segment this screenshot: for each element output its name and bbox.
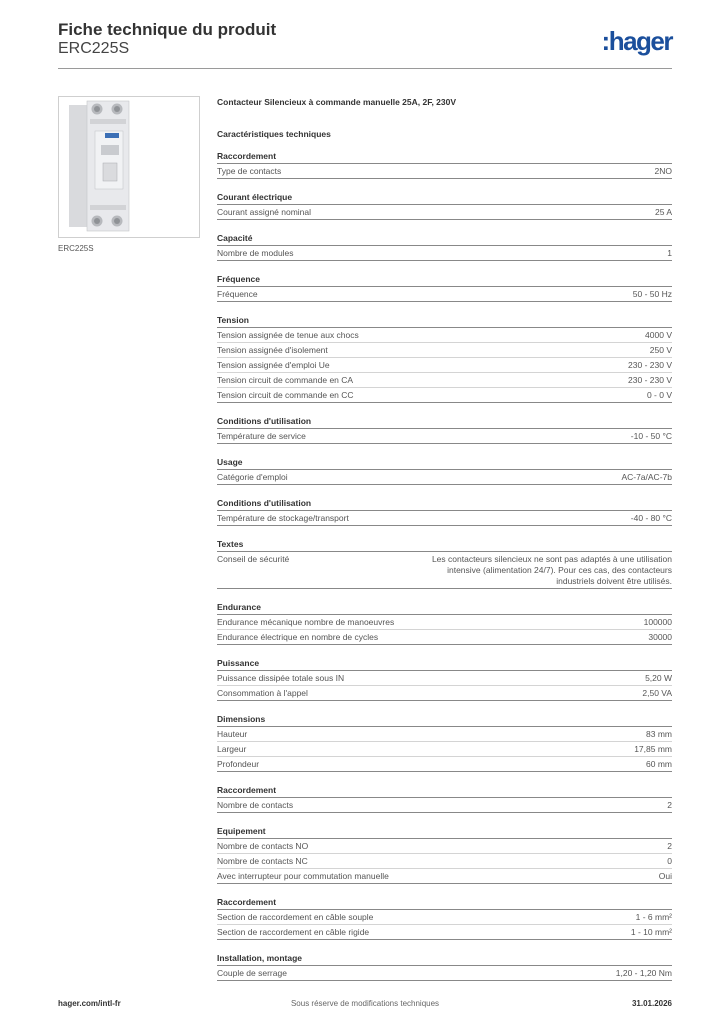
spec-label: Puissance dissipée totale sous IN: [217, 673, 345, 683]
spec-group: [217, 784, 672, 813]
spec-value: 1: [667, 248, 672, 258]
spec-group-title: Equipement: [217, 825, 672, 839]
spec-group: [217, 150, 672, 179]
spec-group: [217, 952, 672, 981]
spec-value: 230 - 230 V: [628, 360, 672, 370]
spec-row: [217, 798, 672, 813]
spec-value: 5,20 W: [645, 673, 672, 683]
spec-group: [217, 896, 672, 940]
spec-group-title: Puissance: [217, 657, 672, 671]
spec-value: 60 mm: [646, 759, 672, 769]
spec-row: [217, 287, 672, 302]
spec-row: [217, 343, 672, 358]
terminal-row: [90, 119, 126, 124]
spec-label: Conseil de sécurité: [217, 554, 290, 564]
spec-label: Courant assigné nominal: [217, 207, 312, 217]
product-description: Contacteur Silencieux à commande manuelle 25A, 2F, 230V: [217, 97, 457, 107]
manual-switch: [103, 163, 117, 181]
spec-row: [217, 854, 672, 869]
spec-group: [217, 538, 672, 589]
spec-row: [217, 246, 672, 261]
spec-row: [217, 164, 672, 179]
spec-sheet: [217, 96, 672, 993]
spec-row: [217, 757, 672, 772]
spec-row: [217, 671, 672, 686]
spec-group: [217, 601, 672, 645]
spec-group: [217, 825, 672, 884]
spec-value: 1 - 10 mm²: [630, 927, 672, 937]
spec-group: [217, 497, 672, 526]
spec-row: [217, 205, 672, 220]
spec-row: [217, 552, 672, 589]
spec-label: Tension assignée d'emploi Ue: [217, 360, 330, 370]
spec-row: [217, 615, 672, 630]
spec-group-title: Conditions d'utilisation: [217, 415, 672, 429]
terminal-screw: [94, 106, 100, 112]
switch-lever: [101, 145, 119, 155]
spec-group-title: Fréquence: [217, 273, 672, 287]
spec-group-title: Capacité: [217, 232, 672, 246]
spec-row: [217, 470, 672, 485]
spec-group-title: Textes: [217, 538, 672, 552]
spec-row: [217, 328, 672, 343]
spec-group: [217, 191, 672, 220]
spec-row: [217, 511, 672, 526]
spec-group-title: Endurance: [217, 601, 672, 615]
spec-label: Catégorie d'emploi: [217, 472, 288, 482]
contactor-illustration: [59, 97, 199, 237]
spec-value: 0 - 0 V: [646, 390, 672, 400]
spec-value: 1,20 - 1,20 Nm: [615, 968, 672, 978]
spec-row: [217, 966, 672, 981]
spec-value: -10 - 50 °C: [630, 431, 672, 441]
housing-side: [69, 105, 87, 227]
spec-row: [217, 925, 672, 940]
specs-table: [217, 150, 672, 981]
spec-label: Tension circuit de commande en CC: [217, 390, 354, 400]
spec-label: Nombre de contacts NO: [217, 841, 309, 851]
spec-group-title: Courant électrique: [217, 191, 672, 205]
spec-value: AC-7a/AC-7b: [621, 472, 672, 482]
brand-label: [105, 133, 119, 138]
product-code: ERC225S: [58, 40, 130, 57]
spec-label: Profondeur: [217, 759, 260, 769]
spec-label: Endurance électrique en nombre de cycles: [217, 632, 379, 642]
spec-label: Nombre de contacts NC: [217, 856, 308, 866]
spec-value: 100000: [643, 617, 672, 627]
spec-row: [217, 429, 672, 444]
spec-group: [217, 314, 672, 403]
terminal-screw: [114, 106, 120, 112]
spec-label: Avec interrupteur pour commutation manuelle: [217, 871, 389, 881]
spec-group-title: Raccordement: [217, 896, 672, 910]
spec-value: Les contacteurs silencieux ne sont pas adaptés à une utilisation intensive (alimentation 24/7). Pour ces cas, des contacteurs industriels doivent être utilisés.: [431, 554, 672, 586]
spec-row: [217, 388, 672, 403]
spec-row: [217, 869, 672, 884]
spec-value: 30000: [648, 632, 672, 642]
hager-logo[interactable]: [602, 28, 672, 54]
spec-value: 4000 V: [645, 330, 672, 340]
spec-group-title: Installation, montage: [217, 952, 672, 966]
specs-heading: Caractéristiques techniques: [217, 129, 331, 139]
page-header: [58, 20, 672, 69]
footer-website-link[interactable]: hager.com/intl-fr: [58, 999, 121, 1008]
image-caption: ERC225S: [58, 244, 94, 253]
spec-value: 2: [667, 841, 672, 851]
terminal-row: [90, 205, 126, 210]
spec-label: Endurance mécanique nombre de manoeuvres: [217, 617, 395, 627]
spec-label: Tension assignée d'isolement: [217, 345, 328, 355]
spec-value: 2: [667, 800, 672, 810]
terminal-screw: [114, 218, 120, 224]
spec-group-title: Raccordement: [217, 784, 672, 798]
spec-group-title: Usage: [217, 456, 672, 470]
spec-label: Section de raccordement en câble rigide: [217, 927, 370, 937]
spec-row: [217, 839, 672, 854]
spec-label: Consommation à l'appel: [217, 688, 308, 698]
spec-row: [217, 727, 672, 742]
spec-value: 230 - 230 V: [628, 375, 672, 385]
footer-date: 31.01.2026: [631, 999, 672, 1008]
spec-group: [217, 456, 672, 485]
spec-label: Température de service: [217, 431, 306, 441]
spec-value: 1 - 6 mm²: [635, 912, 672, 922]
spec-group: [217, 415, 672, 444]
spec-value: -40 - 80 °C: [630, 513, 672, 523]
spec-group-title: Raccordement: [217, 150, 672, 164]
product-image: [58, 96, 200, 238]
spec-group-title: Conditions d'utilisation: [217, 497, 672, 511]
spec-group: [217, 713, 672, 772]
spec-row: [217, 910, 672, 925]
spec-row: [217, 373, 672, 388]
spec-label: Nombre de contacts: [217, 800, 294, 810]
page-footer: [58, 999, 672, 1011]
spec-value: 25 A: [654, 207, 672, 217]
spec-value: 50 - 50 Hz: [632, 289, 672, 299]
spec-row: [217, 686, 672, 701]
spec-value: 250 V: [649, 345, 672, 355]
spec-label: Hauteur: [217, 729, 248, 739]
page-title: Fiche technique du produit: [58, 20, 277, 39]
spec-group-title: Tension: [217, 314, 672, 328]
spec-row: [217, 358, 672, 373]
spec-value: 83 mm: [646, 729, 672, 739]
spec-value: 17,85 mm: [634, 744, 672, 754]
spec-group: [217, 232, 672, 261]
spec-group: [217, 273, 672, 302]
spec-label: Tension circuit de commande en CA: [217, 375, 354, 385]
spec-group-title: Dimensions: [217, 713, 672, 727]
logo-text: :hager: [601, 26, 672, 56]
spec-group: [217, 657, 672, 701]
spec-label: Couple de serrage: [217, 968, 287, 978]
spec-label: Température de stockage/transport: [217, 513, 349, 523]
spec-label: Fréquence: [217, 289, 258, 299]
spec-value: 2,50 VA: [642, 688, 672, 698]
footer-disclaimer: Sous réserve de modifications techniques: [290, 999, 440, 1008]
spec-label: Tension assignée de tenue aux chocs: [217, 330, 359, 340]
spec-label: Nombre de modules: [217, 248, 294, 258]
terminal-screw: [94, 218, 100, 224]
spec-label: Type de contacts: [217, 166, 282, 176]
spec-value: Oui: [658, 871, 672, 881]
spec-value: 0: [667, 856, 672, 866]
spec-label: Largeur: [217, 744, 247, 754]
spec-value: 2NO: [654, 166, 672, 176]
spec-label: Section de raccordement en câble souple: [217, 912, 374, 922]
spec-row: [217, 742, 672, 757]
spec-row: [217, 630, 672, 645]
